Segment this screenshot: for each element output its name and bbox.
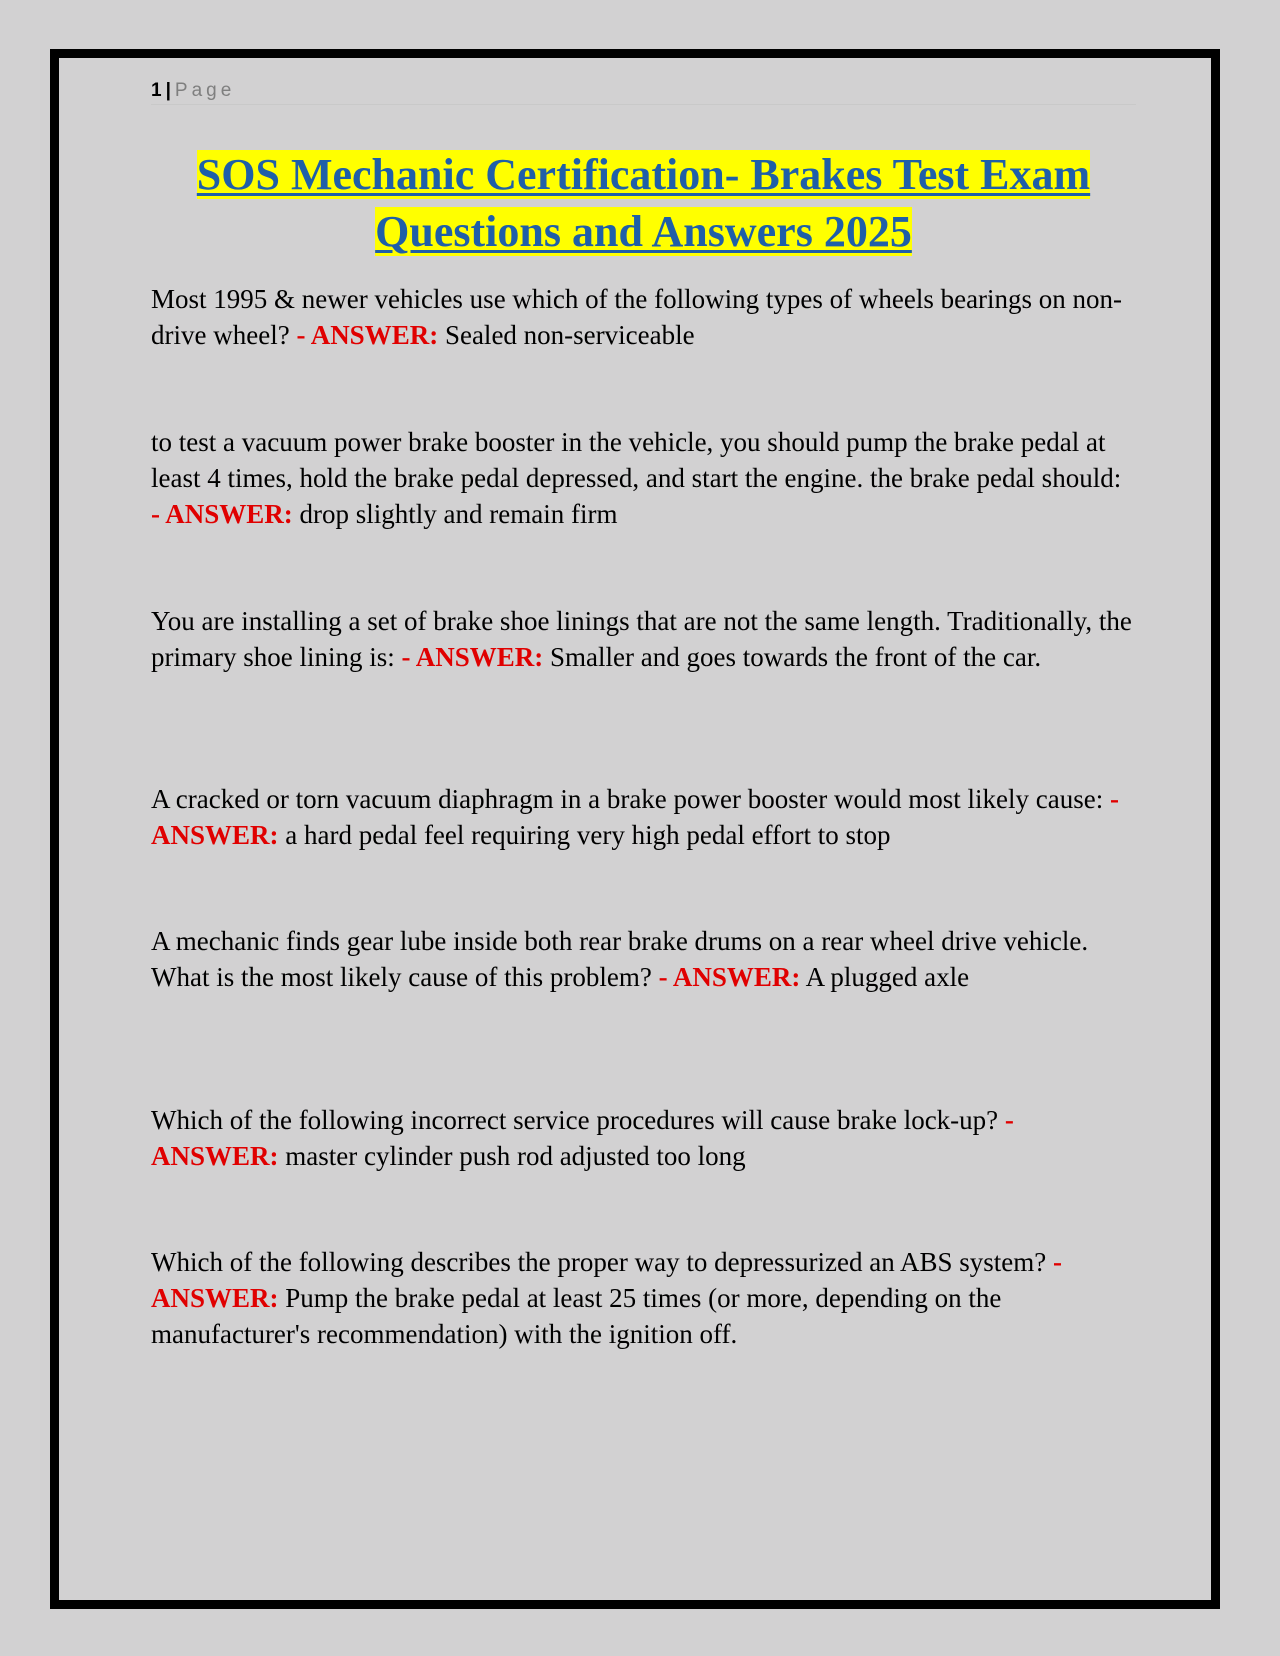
title-line-1: SOS Mechanic Certification- Brakes Test Exam — [196, 150, 1091, 199]
qa-item-2 — [151, 424, 1136, 532]
question-text: You are installing a set of brake shoe linings that are not the same length. Traditionally, the primary shoe lining is: — [151, 606, 1132, 672]
answer-text: Pump the brake pedal at least 25 times (or more, depending on the manufacturer's recommendation) with the ignition off. — [151, 1283, 1002, 1349]
answer-label: - ANSWER: — [658, 962, 801, 992]
qa-item-5 — [151, 923, 1136, 995]
answer-label: - ANSWER: — [151, 784, 1119, 850]
qa-item-6 — [151, 1102, 1136, 1174]
answer-text: Smaller and goes towards the front of the car. — [550, 642, 1042, 672]
question-text: Which of the following incorrect service procedures will cause brake lock-up? — [151, 1105, 999, 1135]
answer-label: - ANSWER: — [296, 320, 439, 350]
title-line-2: Questions and Answers 2025 — [375, 207, 912, 256]
answer-text: drop slightly and remain firm — [299, 499, 618, 529]
question-text: to test a vacuum power brake booster in the vehicle, you should pump the brake pedal at least 4 times, hold the brake pedal depressed, and start the engine. the brake pedal should: — [151, 427, 1122, 493]
question-text: Most 1995 & newer vehicles use which of the following types of wheels bearings on non-drive wheel? — [151, 284, 1123, 350]
answer-label: - ANSWER: — [151, 1105, 1014, 1171]
page-number: 1 — [151, 80, 162, 101]
qa-item-4 — [151, 781, 1136, 853]
answer-label: - ANSWER: — [401, 642, 544, 672]
question-text: Which of the following describes the proper way to depressurized an ABS system? — [151, 1247, 1047, 1277]
qa-item-1 — [151, 281, 1136, 353]
answer-text: A plugged axle — [805, 962, 970, 992]
answer-text: a hard pedal feel requiring very high pedal effort to stop — [285, 820, 891, 850]
answer-text: Sealed non-serviceable — [444, 320, 695, 350]
page-header — [151, 78, 1136, 105]
qa-item-3 — [151, 603, 1136, 675]
page-label: Page — [174, 80, 236, 101]
question-text: A mechanic finds gear lube inside both rear brake drums on a rear wheel drive vehicle. What is the most likely cause of this problem? — [151, 926, 1089, 992]
answer-text: master cylinder push rod adjusted too long — [285, 1141, 746, 1171]
document-title — [151, 146, 1136, 260]
answer-label: - ANSWER: — [151, 1247, 1063, 1313]
question-text: A cracked or torn vacuum diaphragm in a brake power booster would most likely cause: — [151, 784, 1104, 814]
answer-label: - ANSWER: — [151, 499, 293, 529]
page-separator: | — [165, 80, 171, 101]
qa-item-7 — [151, 1244, 1136, 1352]
